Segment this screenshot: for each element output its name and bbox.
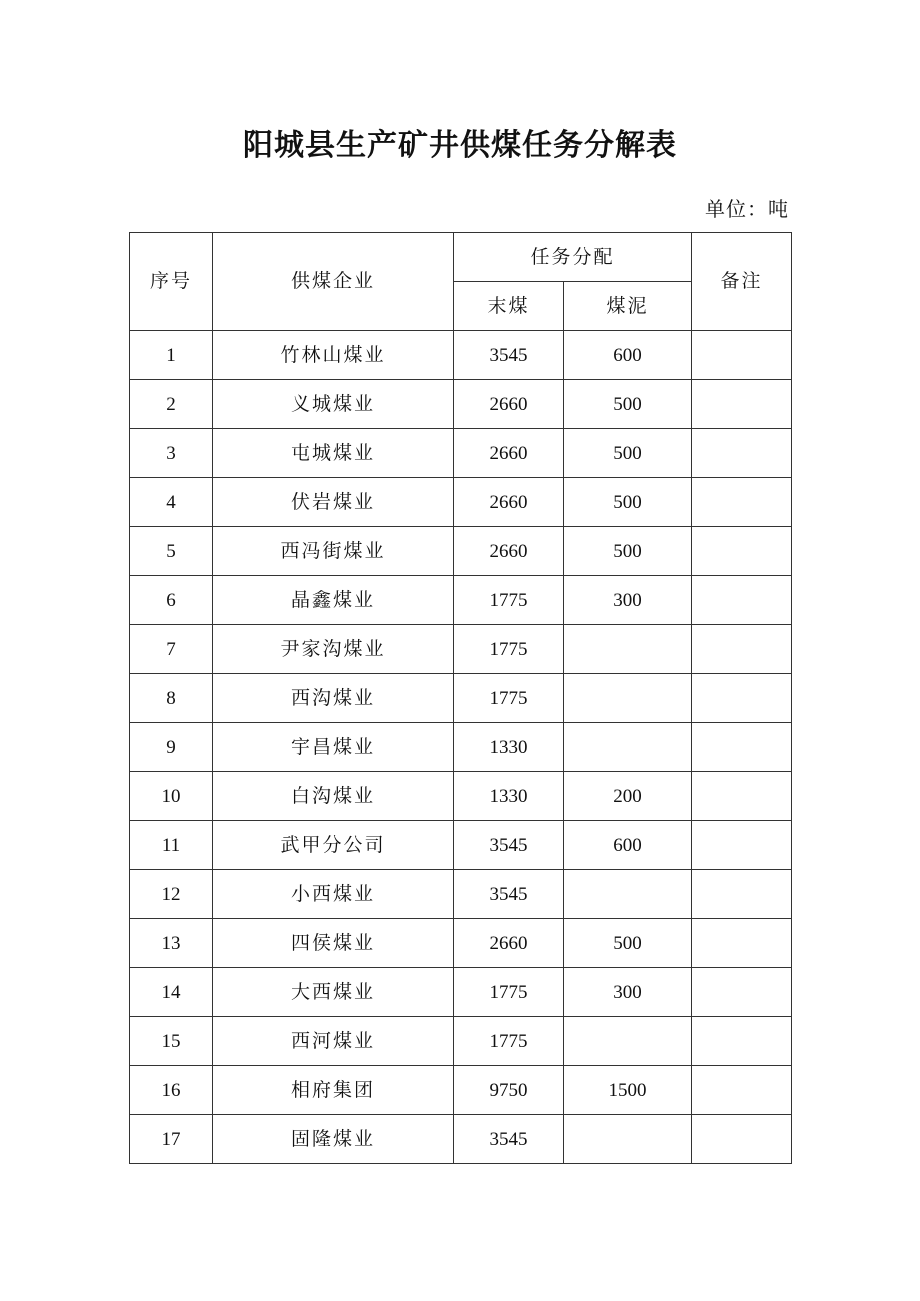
- cell-company: 大西煤业: [213, 968, 454, 1017]
- cell-seq: 9: [130, 723, 213, 772]
- cell-company: 小西煤业: [213, 870, 454, 919]
- cell-slime: [564, 1115, 692, 1164]
- cell-seq: 2: [130, 380, 213, 429]
- header-company: 供煤企业: [213, 233, 454, 331]
- cell-seq: 6: [130, 576, 213, 625]
- table-row: [130, 723, 792, 772]
- cell-seq: 10: [130, 772, 213, 821]
- cell-seq: 16: [130, 1066, 213, 1115]
- cell-coal: 1775: [454, 968, 564, 1017]
- table-row: [130, 527, 792, 576]
- table-row: [130, 429, 792, 478]
- header-task: 任务分配: [454, 233, 692, 282]
- document-title: 阳城县生产矿井供煤任务分解表: [243, 128, 677, 163]
- cell-note: [692, 870, 792, 919]
- cell-slime: [564, 723, 692, 772]
- header-note: 备注: [692, 233, 792, 331]
- cell-coal: 9750: [454, 1066, 564, 1115]
- header-slime: 煤泥: [564, 282, 692, 331]
- cell-coal: 3545: [454, 331, 564, 380]
- cell-note: [692, 576, 792, 625]
- cell-company: 晶鑫煤业: [213, 576, 454, 625]
- cell-company: 四侯煤业: [213, 919, 454, 968]
- cell-company: 相府集团: [213, 1066, 454, 1115]
- table-row: [130, 1066, 792, 1115]
- cell-company: 义城煤业: [213, 380, 454, 429]
- table-row: [130, 625, 792, 674]
- cell-slime: [564, 870, 692, 919]
- cell-note: [692, 331, 792, 380]
- cell-note: [692, 919, 792, 968]
- cell-coal: 3545: [454, 870, 564, 919]
- cell-seq: 17: [130, 1115, 213, 1164]
- cell-note: [692, 968, 792, 1017]
- cell-slime: 500: [564, 919, 692, 968]
- cell-coal: 1775: [454, 576, 564, 625]
- header-coal: 末煤: [454, 282, 564, 331]
- cell-seq: 15: [130, 1017, 213, 1066]
- cell-note: [692, 1017, 792, 1066]
- cell-note: [692, 821, 792, 870]
- cell-coal: 2660: [454, 527, 564, 576]
- cell-company: 竹林山煤业: [213, 331, 454, 380]
- cell-slime: 500: [564, 429, 692, 478]
- cell-note: [692, 1115, 792, 1164]
- cell-seq: 1: [130, 331, 213, 380]
- cell-company: 西沟煤业: [213, 674, 454, 723]
- cell-slime: 300: [564, 968, 692, 1017]
- cell-coal: 1775: [454, 625, 564, 674]
- cell-slime: 300: [564, 576, 692, 625]
- table-row: [130, 821, 792, 870]
- cell-coal: 1775: [454, 1017, 564, 1066]
- cell-coal: 2660: [454, 380, 564, 429]
- cell-coal: 1330: [454, 723, 564, 772]
- cell-slime: 200: [564, 772, 692, 821]
- cell-slime: 500: [564, 478, 692, 527]
- table-row: [130, 1017, 792, 1066]
- header-row: [130, 233, 792, 282]
- cell-coal: 2660: [454, 478, 564, 527]
- cell-slime: 1500: [564, 1066, 692, 1115]
- cell-slime: [564, 674, 692, 723]
- cell-company: 屯城煤业: [213, 429, 454, 478]
- cell-seq: 12: [130, 870, 213, 919]
- cell-company: 宇昌煤业: [213, 723, 454, 772]
- cell-coal: 3545: [454, 821, 564, 870]
- cell-company: 西河煤业: [213, 1017, 454, 1066]
- cell-seq: 3: [130, 429, 213, 478]
- header-seq: 序号: [130, 233, 213, 331]
- cell-coal: 2660: [454, 919, 564, 968]
- coal-task-table: [129, 232, 792, 1164]
- cell-note: [692, 772, 792, 821]
- cell-note: [692, 674, 792, 723]
- cell-seq: 11: [130, 821, 213, 870]
- cell-company: 伏岩煤业: [213, 478, 454, 527]
- table-row: [130, 1115, 792, 1164]
- cell-coal: 3545: [454, 1115, 564, 1164]
- table-row: [130, 478, 792, 527]
- table-row: [130, 576, 792, 625]
- unit-label: 单位：吨: [705, 197, 789, 221]
- table-row: [130, 968, 792, 1017]
- cell-company: 尹家沟煤业: [213, 625, 454, 674]
- cell-note: [692, 723, 792, 772]
- cell-note: [692, 380, 792, 429]
- cell-seq: 14: [130, 968, 213, 1017]
- cell-company: 白沟煤业: [213, 772, 454, 821]
- cell-company: 固隆煤业: [213, 1115, 454, 1164]
- cell-note: [692, 625, 792, 674]
- cell-seq: 5: [130, 527, 213, 576]
- cell-note: [692, 527, 792, 576]
- cell-note: [692, 429, 792, 478]
- cell-seq: 4: [130, 478, 213, 527]
- cell-coal: 1330: [454, 772, 564, 821]
- table-row: [130, 772, 792, 821]
- cell-coal: 2660: [454, 429, 564, 478]
- cell-slime: 600: [564, 331, 692, 380]
- cell-coal: 1775: [454, 674, 564, 723]
- cell-slime: [564, 1017, 692, 1066]
- cell-slime: 500: [564, 527, 692, 576]
- cell-note: [692, 478, 792, 527]
- table-row: [130, 331, 792, 380]
- cell-slime: 500: [564, 380, 692, 429]
- cell-company: 武甲分公司: [213, 821, 454, 870]
- cell-slime: 600: [564, 821, 692, 870]
- table-row: [130, 919, 792, 968]
- cell-seq: 8: [130, 674, 213, 723]
- cell-seq: 7: [130, 625, 213, 674]
- cell-company: 西冯街煤业: [213, 527, 454, 576]
- table-row: [130, 674, 792, 723]
- cell-slime: [564, 625, 692, 674]
- cell-note: [692, 1066, 792, 1115]
- table-row: [130, 380, 792, 429]
- cell-seq: 13: [130, 919, 213, 968]
- table-row: [130, 870, 792, 919]
